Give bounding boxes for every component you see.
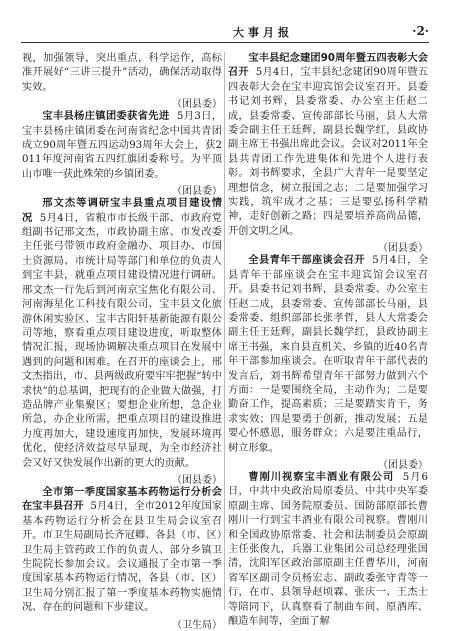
article-byline: （卫生局） (172, 619, 222, 631)
header-rule (21, 42, 429, 43)
page-header (21, 24, 429, 40)
article-title: 宝丰县纪念建团90周年暨五四表彰大会召开 (228, 53, 428, 79)
article-title: 曹刚川视察宝丰酒业有限公司 (248, 471, 395, 483)
right-column (228, 52, 429, 628)
article-young-cadres (228, 254, 428, 456)
article-byline: （团县委） (172, 186, 222, 198)
continued-text: 视，加强领导，突出重点，科学运作，高标准开展好“三讲三提升”活动，确保活动取得实效。 (22, 53, 222, 93)
article-byline: （团县委） (378, 459, 428, 471)
article-body: 5月4日，全县青年干部座谈会在宝丰迎宾馆会议室召开。县委书记刘书辉，县委常委、办公室主任赵二成，县委常委、宣传部部长马丽，县委常委、组织部部长张孝哲，县人大常委会副主任王廷辉，副县长魏学红，县政协副主席王书强，来自县直机关、乡镇的近40名青年干部参加座谈会。在听取青年干部代表的发言后，刘书辉希望青年干部努力做到六个方面：一是要围绕全局，主动作为；二是要勤奋工作，提高素质；三是要踏实肯干，务求实效；四是要勇于创新，推动发展；五是要心怀感恩，服务群众；六是要注重品行，树立形象。 (228, 255, 429, 454)
column-divider (224, 52, 225, 610)
article-byline: （团县委） (378, 243, 428, 255)
article-yangzhuang (22, 110, 222, 182)
article-title: 宝丰县杨庄镇团委获省先进 (42, 111, 170, 123)
article-body: 5月3日，宝丰县杨庄镇团委在河南省纪念中国共青团成立90周年暨五四运动93周年大会上，获2011年度河南省五四红旗团委称号。为平顶山市唯一获此殊荣的乡镇团委。 (22, 111, 223, 180)
article-medicine-meeting (22, 486, 222, 616)
left-column (22, 52, 223, 631)
article-body: 5月6日，中共中央政治局原委员、中共中央军委原副主席、国务院原委员、国防部原部长曹刚川一行到宝丰酒业有限公司视察。曹刚川和全国政协原常委、社会和法制委员会原副主任张俊九，兵器工业集团公司总经理张国清，沈阳军区政治部原副主任曹华川，河南省军区副司令员杨宏志、副政委张守青等一行，在市、县领导赵顷霖、张庆一、王杰士等陪同下，认真察看了制曲车间、原酒库、酿造车间等，全面了解 (228, 471, 428, 628)
article-title: 全县青年干部座谈会召开 (248, 255, 365, 267)
publication-title: 大事月报 (233, 26, 293, 39)
article-body: 5月4日，省粮市市长级干部、市政府党组副书记邢文杰，市政协副主席、市发改委主任张弓带领市政府金融办、项目办、市国土资源局、市统计局等部门和单位的负责人到宝丰县，就重点项目建设情况进行调研。邢文杰一行先后到河南京宝焦化有限公司、河南海星化工科技有限公司、宝丰县文化旅游休闲实验区、宝丰古阳轩基新能源有限公司等地，察看重点项目建设进度，听取整体情况汇报，现场协调解决重点项目在发展中遇到的问题和困难。在召开的座谈会上，邢文杰指出，市、县两级政府要牢牢把握“转中求快”的总基调，把现有的企业做大做强，打造品牌产业集聚区；要想企业所想，急企业所急，办企业所需，把重点项目的建设推进力度再加大，建设速度再加快，发展环境再优化，使经济效益尽早显现，为全市经济社会又好又快发展作出新的更大的贡献。 (22, 212, 222, 469)
article-title: 邢文杰等调研宝丰县重点项目建设情况 (22, 198, 222, 224)
article-youth-league-anniversary (228, 52, 428, 239)
article-byline: （团县委） (172, 474, 222, 486)
article-body: 5月4日，全市2012年度国家基本药物运行分析会在县卫生局会议室召开。市卫生局副局长齐冠卿、各县（市、区）卫生局主管药政工作的负责人、部分乡镇卫生院院长参加会议。会议通报了全市第一季度国家基本药物运行情况，各县（市、区）卫生局分别汇报了第一季度基本药物实施情况、存在的问题和下步建议。 (22, 501, 223, 614)
continued-paragraph (22, 52, 222, 95)
article-caogangchuan (228, 471, 428, 629)
continued-byline: （团县委） (172, 99, 222, 111)
article-title: 全市第一季度国家基本药物运行分析会在宝丰县召开 (22, 486, 222, 513)
article-xingwenjie (22, 197, 222, 471)
page-number: ·2· (412, 24, 429, 38)
article-body: 5月4日，宝丰县纪念建团90周年暨五四表彰大会在宝丰迎宾馆会议室召开。县委书记刘书辉，县委常委、办公室主任赵二成，县委常委、宣传部部长马丽，县人大常委会副主任王廷辉，副县长魏学红，县政协副主席王书强出席此会议。会议对2011年全县共青团工作先进集体和先进个人进行表彰。刘书辉要求，全县广大青年一是要坚定理想信念，树立报国之志；二是要加强学习实践，筑牢成才之基；三是要弘扬科学精神，走好创新之路；四是要培养高尚品德，开创文明之风。 (228, 67, 428, 237)
